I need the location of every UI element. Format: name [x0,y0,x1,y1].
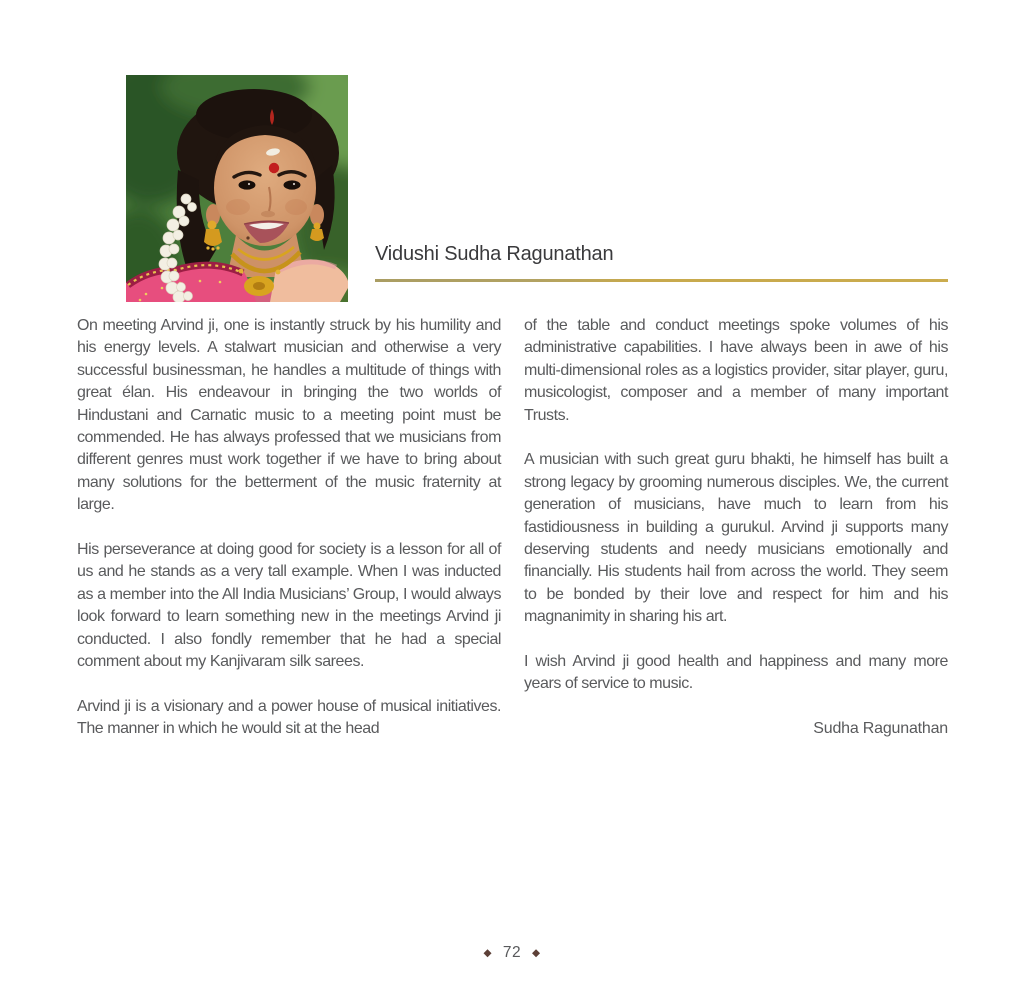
gold-divider-rule [375,279,948,282]
paragraph: On meeting Arvind ji, one is instantly struck by his humility and his energy levels. A stalwart musician and otherwise a very successful businessman, he handles a multitude of things with great élan. His endeavour in bringing the two worlds of Hindustani and Carnatic music to a meeting point must be commended. He has always professed that we musicians from different genres must work together if we have to bring about many solutions for the betterment of the music fraternity at large. [77,317,501,514]
paragraph: His perseverance at doing good for society is a lesson for all of us and he stands as a very tall example. When I was inducted as a member into the All India Musicians’ Group, I would always look forward to learn something new in the meetings Arvind ji conducted. I also fondly remember that he had a special comment about my Kanjivaram silk sarees. [77,541,501,671]
paragraph: I wish Arvind ji good health and happiness and many more years of service to music. [524,653,948,693]
page-footer [0,944,1024,962]
diamond-ornament-right: ◆ [531,946,541,959]
paragraph: Arvind ji is a visionary and a power house of musical initiatives. The manner in which he would sit at the head [77,697,501,738]
chapter-header [375,242,948,282]
left-column [77,315,501,741]
paragraph: A musician with such great guru bhakti, he himself has built a strong legacy by grooming numerous disciples. We, the current generation of musicians, have much to learn from his fastidiousness in building a gurukul. Arvind ji supports many deserving students and needy musicians emotionally and financially. His students hail from across the world. They seem to be bonded by their love and respect for him and his magnanimity in sharing his art. [524,451,948,626]
portrait-illustration [126,75,348,302]
article-body [77,315,948,741]
diamond-ornament-left: ◆ [483,946,493,959]
right-column [524,315,948,741]
author-signature: Sudha Ragunathan [813,720,948,738]
portrait-photo [126,75,348,302]
page-number: 72 [502,944,522,961]
paragraph: of the table and conduct meetings spoke volumes of his administrative capabilities. I have always been in awe of his multi-dimensional roles as a logistics provider, sitar player, guru, musicologist, composer and a member of many important Trusts. [524,317,948,424]
page-title: Vidushi Sudha Ragunathan [375,243,614,265]
